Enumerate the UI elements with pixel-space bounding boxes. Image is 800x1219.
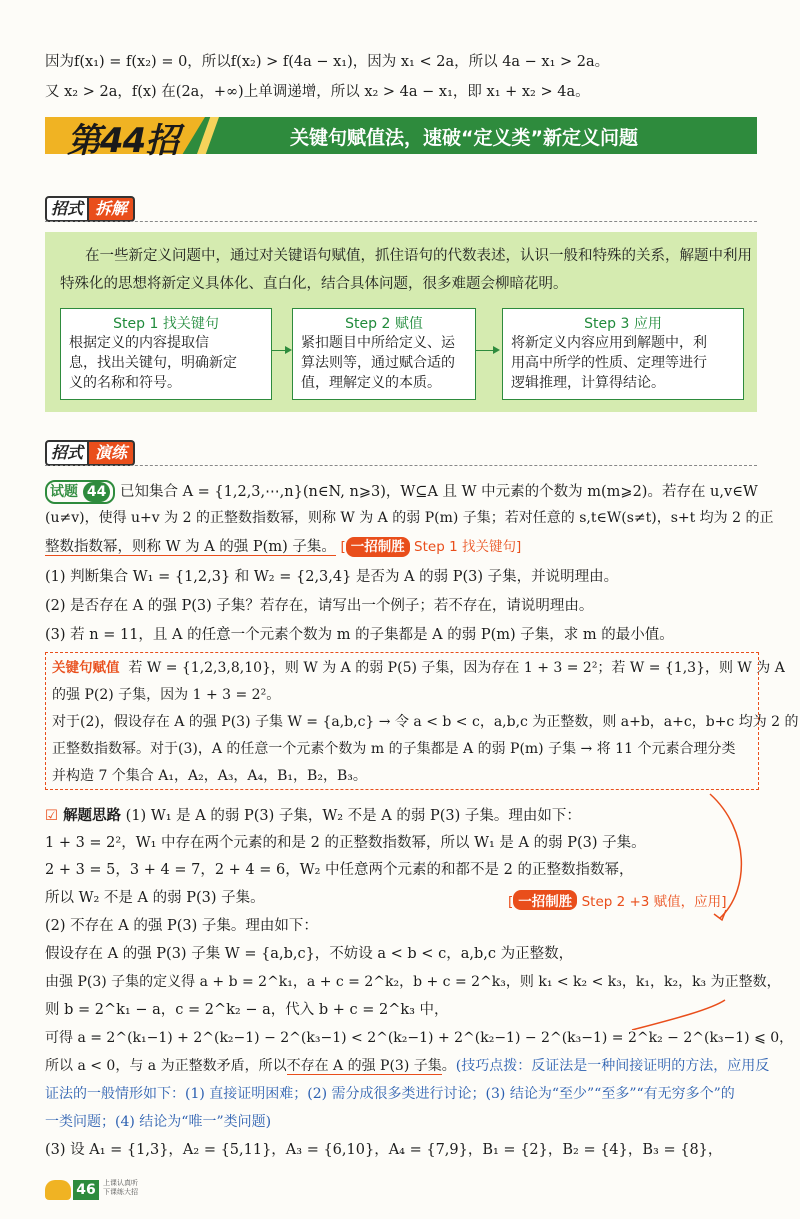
subquestion: (2) 是否存在 A 的强 P(3) 子集？若存在，请写出一个例子；若不存在，请说明理由。 <box>45 598 594 614</box>
section-tag-breakdown <box>45 196 135 222</box>
step-box-3 <box>502 308 744 400</box>
step-line: 用高中所学的性质、定理等进行 <box>511 355 707 371</box>
step-title: Step 3 应用 <box>584 316 662 332</box>
chapter-title: 关键句赋值法，速破“定义类”新定义问题 <box>290 127 638 149</box>
solution-line: 假设存在 A 的强 P(3) 子集 W = {a,b,c}，不妨设 a < b < c，a,b,c 为正整数， <box>45 946 574 962</box>
arrow-icon <box>493 346 500 354</box>
question-number: 44 <box>83 482 110 502</box>
key-label: 关键句赋值 <box>52 660 120 676</box>
divider <box>45 221 757 223</box>
step-line: 息，找出关键句，明确新定 <box>69 355 237 371</box>
tip-pill: 一招制胜 <box>346 537 410 557</box>
step-box-1 <box>60 308 272 400</box>
step-line: 算法则等，通过赋合适的 <box>301 355 455 371</box>
tag-part-a: 招式 <box>45 440 89 466</box>
step-line: 义的名称和符号。 <box>69 375 181 391</box>
text-line: 又 x₂ > 2a，f(x) 在(2a，+∞)上单调递增，所以 x₂ > 4a − x₁，即 x₁ + x₂ > 4a。 <box>45 84 590 100</box>
key-line: 并构造 7 个集合 A₁，A₂，A₃，A₄，B₁，B₂，B₃。 <box>52 768 367 784</box>
step-title: Step 2 赋值 <box>345 316 423 332</box>
key-line: 正整数指数幂。对于(3)，A 的任意一个元素个数为 m 的子集都是 A 的弱 P(m) 子集 → 将 11 个元素合理分类 <box>52 741 736 757</box>
step-line: 根据定义的内容提取信 <box>69 335 209 351</box>
tip-tag: [ 一招制胜 Step 1 找关键句] <box>340 539 522 555</box>
step-line: 逻辑推理，计算得结论。 <box>511 375 665 391</box>
footer-slogan: 上课认真听 下课练大招 <box>103 1179 138 1196</box>
curved-arrow-icon <box>600 790 760 1030</box>
chapter-banner <box>45 117 757 161</box>
step-title: Step 1 找关键句 <box>113 316 219 332</box>
mascot-icon <box>45 1180 71 1200</box>
step-line: 值，理解定义的本质。 <box>301 375 441 391</box>
arrow-icon <box>285 346 292 354</box>
arrow <box>272 350 286 351</box>
step-box-2 <box>292 308 476 400</box>
key-line: 对于(2)，假设存在 A 的强 P(3) 子集 W = {a,b,c} → 令 a < b < c，a,b,c 为正整数，则 a+b，a+c，b+c 均为 2 的 <box>52 714 799 730</box>
text-line: 因为f(x₁) = f(x₂) = 0，所以f(x₂) > f(4a − x₁)，因为 x₁ < 2a，所以 4a − x₁ > 2a。 <box>45 54 610 70</box>
step-line: 将新定义内容应用到解题中，利 <box>511 335 707 351</box>
question-line <box>45 480 758 504</box>
solution-line: 1 + 3 = 2²，W₁ 中存在两个元素的和是 2 的正整数指数幂，所以 W₁ 是 A 的弱 P(3) 子集。 <box>45 835 646 851</box>
intro-text: 特殊化的思想将新定义具体化、直白化，结合具体问题，很多难题会柳暗花明。 <box>60 276 568 292</box>
solution-line: 由强 P(3) 子集的定义得 a + b = 2^k₁，a + c = 2^k₂，b + c = 2^k₃，则 k₁ < k₂ < k₃，k₁，k₂，k₃ 为正整数， <box>45 974 781 990</box>
intro-text: 在一些新定义问题中，通过对关键语句赋值，抓住语句的代数表述，认识一般和特殊的关系，解题中利用 <box>85 248 752 264</box>
tip-note: 证法的一般情形如下：(1) 直接证明困难；(2) 需分成很多类进行讨论；(3) 结论为“至少”“至多”“有无穷多个”的 <box>45 1086 735 1102</box>
divider <box>45 465 757 467</box>
tag-part-a: 招式 <box>45 196 89 222</box>
key-line: 关键句赋值 若 W = {1,2,3,8,10}，则 W 为 A 的弱 P(5) 子集，因为存在 1 + 3 = 2²；若 W = {1,3}，则 W 为 A <box>52 660 785 676</box>
question-badge: 试题 44 <box>45 480 115 504</box>
question-line <box>45 537 521 557</box>
question-text: 已知集合 A = {1,2,3,⋯,n}(n∈N, n⩾3)，W⊆A 且 W 中元素的个数为 m(m⩾2)。若存在 u,v∈W <box>119 484 758 500</box>
solution-line: 可得 a = 2^(k₁−1) + 2^(k₂−1) − 2^(k₃−1) < 2^(k₂−1) + 2^(k₂−1) − 2^(k₃−1) = 2^k₂ − 2^(k₃−1) ⩽ 0， <box>45 1030 794 1046</box>
chapter-number: 第44招 <box>67 121 179 161</box>
tip-pill: 一招制胜 <box>513 890 577 910</box>
key-line: 的强 P(2) 子集，因为 1 + 3 = 2²。 <box>52 687 281 703</box>
arrow <box>476 350 494 351</box>
step-line: 紧扣题目中所给定义、运 <box>301 335 455 351</box>
section-tag-practice <box>45 440 135 466</box>
page-number: 46 <box>73 1180 99 1200</box>
page-footer <box>45 1178 145 1202</box>
solution-line: (2) 不存在 A 的强 P(3) 子集。理由如下： <box>45 918 318 934</box>
subquestion: (3) 若 n = 11，且 A 的任意一个元素个数为 m 的子集都是 A 的弱 P(m) 子集，求 m 的最小值。 <box>45 627 674 643</box>
tip-tag: [ 一招制胜 Step 2 +3 赋值，应用] <box>508 890 726 910</box>
tag-part-b: 演练 <box>89 440 135 466</box>
solution-line: 所以 W₂ 不是 A 的弱 P(3) 子集。 <box>45 890 265 906</box>
question-text: 整数指数幂，则称 W 为 A 的强 P(m) 子集。 <box>45 539 336 555</box>
subquestion: (1) 判断集合 W₁ = {1,2,3} 和 W₂ = {2,3,4} 是否为 A 的弱 P(3) 子集，并说明理由。 <box>45 569 619 585</box>
solution-line: (3) 设 A₁ = {1,3}，A₂ = {5,11}，A₃ = {6,10}，A₄ = {7,9}，B₁ = {2}，B₂ = {4}，B₃ = {8}， <box>45 1142 723 1158</box>
tag-part-b: 拆解 <box>89 196 135 222</box>
solution-line: 所以 a < 0，与 a 为正整数矛盾，所以不存在 A 的强 P(3) 子集。(技巧点拨：反证法是一种间接证明的方法，应用反 <box>45 1058 770 1074</box>
solution-line: 则 b = 2^k₁ − a，c = 2^k₂ − a，代入 b + c = 2^k₃ 中， <box>45 1002 449 1018</box>
tip-note: 一类问题；(4) 结论为“唯一”类问题) <box>45 1114 272 1130</box>
solution-label: ☑ 解题思路 <box>45 808 122 824</box>
question-line: (u≠v)，使得 u+v 为 2 的正整数指数幂，则称 W 为 A 的弱 P(m) 子集；若对任意的 s,t∈W(s≠t)，s+t 均为 2 的正 <box>45 510 774 526</box>
solution-line: 2 + 3 = 5，3 + 4 = 7，2 + 4 = 6，W₂ 中任意两个元素的和都不是 2 的正整数指数幂， <box>45 862 634 878</box>
solution-line: ☑ 解题思路 (1) W₁ 是 A 的弱 P(3) 子集，W₂ 不是 A 的弱 P(3) 子集。理由如下： <box>45 808 581 824</box>
